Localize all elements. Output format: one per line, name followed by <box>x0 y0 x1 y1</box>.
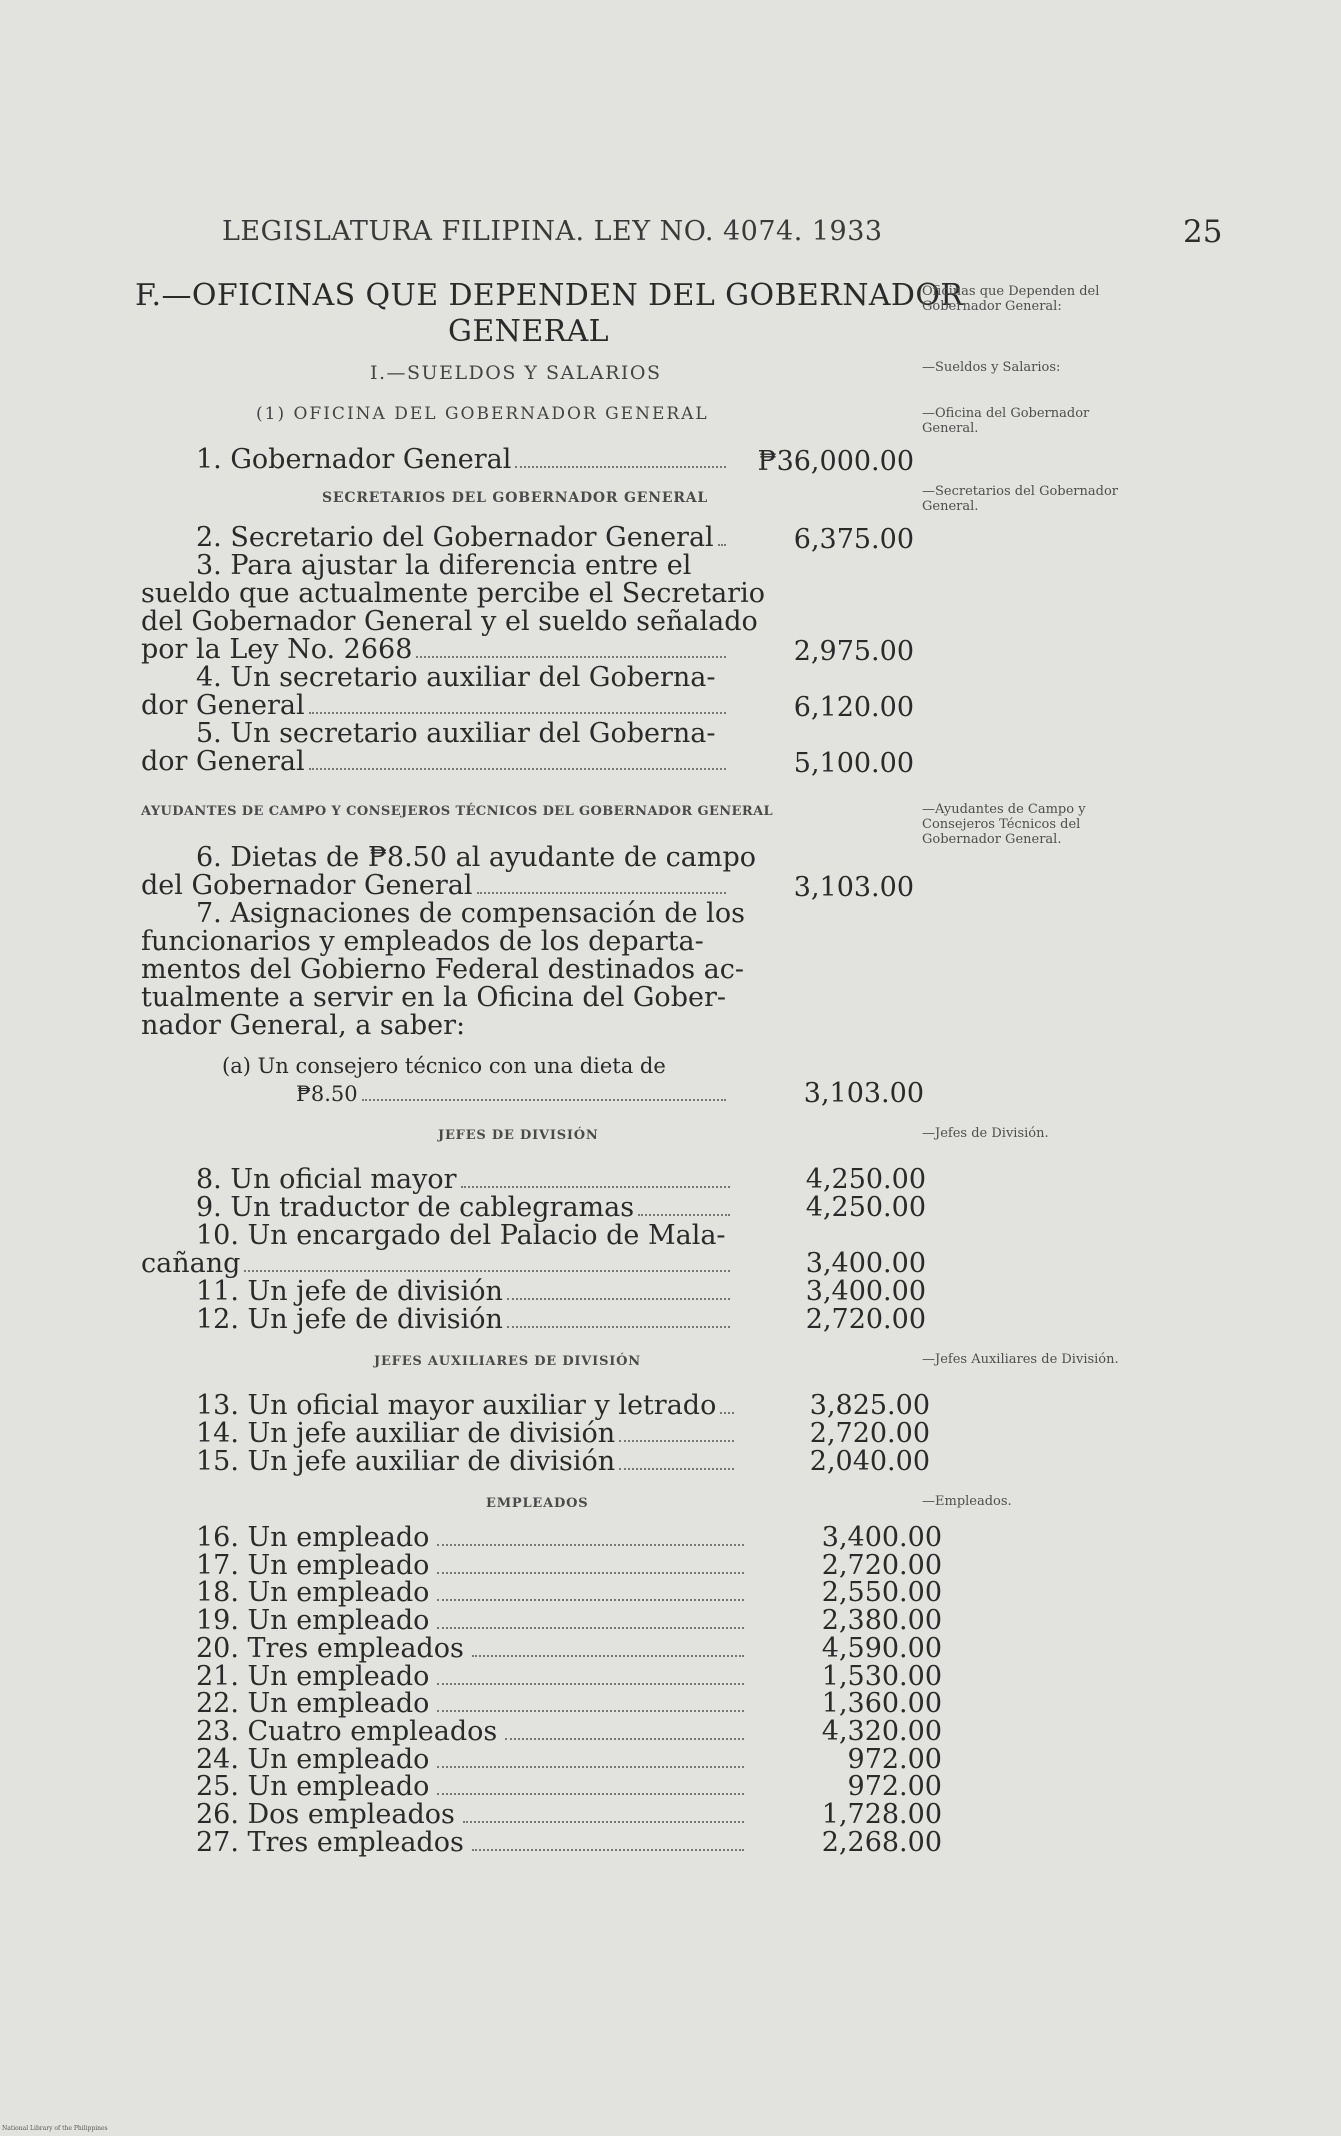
empleado-label: 24. Un empleado <box>196 1743 430 1775</box>
subheading-sueldos: I.—SUELDOS Y SALARIOS <box>370 362 662 384</box>
subheading-ayudantes: AYUDANTES DE CAMPO Y CONSEJEROS TÉCNICOS DEL GOBERNADOR GENERAL <box>141 804 774 819</box>
amount-9: 4,250.00 <box>805 1192 926 1223</box>
item-7a-line1: (a) Un consejero técnico con una dieta de <box>222 1054 666 1078</box>
item-4-line1: 4. Un secretario auxiliar del Goberna- <box>196 662 716 693</box>
leader-dots <box>437 1710 744 1712</box>
margin-note-empleados: —Empleados. <box>922 1494 1012 1509</box>
empleado-row <box>196 1524 942 1552</box>
amount-12: 2,720.00 <box>805 1304 926 1335</box>
item-13: 13. Un oficial mayor auxiliar y letrado <box>196 1392 738 1420</box>
section-title-line2: GENERAL <box>448 314 609 349</box>
leader-dots <box>362 1099 726 1101</box>
item-14: 14. Un jefe auxiliar de división <box>196 1420 738 1448</box>
empleado-amount: 2,550.00 <box>821 1577 942 1609</box>
item-7-line1: 7. Asignaciones de compensación de los <box>196 898 745 929</box>
item-7-line4: tualmente a servir en la Oficina del Gober- <box>141 982 726 1013</box>
leader-dots <box>720 1412 734 1414</box>
leader-dots <box>619 1468 734 1470</box>
leader-dots <box>437 1627 744 1629</box>
empleado-row <box>196 1801 942 1829</box>
page-number: 25 <box>1183 214 1223 250</box>
amount-11: 3,400.00 <box>805 1276 926 1307</box>
item-3-line4: por la Ley No. 2668 <box>141 636 730 664</box>
leader-dots <box>416 656 726 658</box>
subheading-jefes-aux: JEFES AUXILIARES DE DIVISIÓN <box>374 1354 641 1369</box>
empleado-label: 22. Un empleado <box>196 1688 430 1720</box>
leader-dots <box>309 768 726 770</box>
empleado-amount: 2,268.00 <box>821 1826 942 1858</box>
amount-13: 3,825.00 <box>809 1390 930 1421</box>
margin-note-sueldos: —Sueldos y Salarios: <box>922 360 1061 375</box>
empleado-row <box>196 1549 942 1581</box>
item-6-line1: 6. Dietas de ₱8.50 al ayudante de campo <box>196 842 757 873</box>
empleado-row <box>196 1743 942 1775</box>
amount-3: 2,975.00 <box>793 636 914 667</box>
item-7-line5: nador General, a saber: <box>141 1010 466 1041</box>
empleado-row <box>196 1632 942 1664</box>
section-title-line1: F.—OFICINAS QUE DEPENDEN DEL GOBERNADOR <box>135 278 964 313</box>
leader-dots <box>472 1655 744 1657</box>
item-9: 9. Un traductor de cablegramas <box>196 1194 734 1222</box>
leader-dots <box>463 1821 744 1823</box>
item-4-line2: dor General <box>141 692 730 720</box>
leader-dots <box>309 712 726 714</box>
leader-dots <box>505 1738 744 1740</box>
leader-dots <box>244 1270 730 1272</box>
item-11: 11. Un jefe de división <box>196 1278 734 1306</box>
leader-dots <box>437 1599 744 1601</box>
item-10-line2: cañang <box>141 1250 734 1278</box>
empleado-row <box>196 1826 942 1858</box>
empleado-label: 25. Un empleado <box>196 1771 430 1803</box>
amount-14: 2,720.00 <box>809 1418 930 1449</box>
empleado-amount: 1,728.00 <box>821 1799 942 1830</box>
empleado-amount: 1,360.00 <box>821 1688 942 1720</box>
empleado-row <box>196 1690 942 1718</box>
empleado-label: 17. Un empleado <box>196 1549 430 1581</box>
leader-dots <box>437 1793 744 1795</box>
empleado-amount: 3,400.00 <box>821 1522 942 1553</box>
amount-2: 6,375.00 <box>793 524 914 555</box>
amount-7a: 3,103.00 <box>803 1078 924 1109</box>
empleado-row <box>196 1579 942 1607</box>
leader-dots <box>515 466 726 468</box>
leader-dots <box>507 1298 730 1300</box>
margin-note-oficina: —Oficina del Gobernador General. <box>922 406 1090 436</box>
subheading-jefes: JEFES DE DIVISIÓN <box>438 1128 599 1143</box>
leader-dots <box>437 1766 744 1768</box>
empleado-label: 16. Un empleado <box>196 1522 430 1553</box>
item-7-line3: mentos del Gobierno Federal destinados ac- <box>141 954 744 985</box>
item-12: 12. Un jefe de división <box>196 1306 734 1334</box>
empleado-amount: 4,320.00 <box>821 1715 942 1747</box>
empleado-label: 27. Tres empleados <box>196 1826 464 1858</box>
running-header: LEGISLATURA FILIPINA. LEY NO. 4074. 1933 <box>222 216 883 247</box>
margin-note-jefes: —Jefes de División. <box>922 1126 1049 1141</box>
empleado-label: 19. Un empleado <box>196 1605 430 1637</box>
leader-dots <box>472 1849 744 1851</box>
leader-dots <box>718 544 726 546</box>
leader-dots <box>619 1440 734 1442</box>
subheading-secretarios: SECRETARIOS DEL GOBERNADOR GENERAL <box>322 490 709 506</box>
item-3-line2: sueldo que actualmente percibe el Secretario <box>141 578 765 609</box>
item-5-line1: 5. Un secretario auxiliar del Goberna- <box>196 718 716 749</box>
empleado-label: 26. Dos empleados <box>196 1799 455 1830</box>
amount-15: 2,040.00 <box>809 1446 930 1477</box>
empleado-amount: 4,590.00 <box>821 1632 942 1664</box>
empleado-row <box>196 1607 942 1635</box>
leader-dots <box>437 1544 744 1546</box>
amount-4: 6,120.00 <box>793 692 914 723</box>
margin-note-jefes-aux: —Jefes Auxiliares de División. <box>922 1352 1119 1367</box>
empleado-label: 20. Tres empleados <box>196 1632 464 1664</box>
empleado-amount: 2,380.00 <box>821 1605 942 1637</box>
empleado-label: 18. Un empleado <box>196 1577 430 1609</box>
item-6-line2: del Gobernador General <box>141 872 730 900</box>
empleado-amount: 1,530.00 <box>821 1660 942 1692</box>
item-10-line1: 10. Un encargado del Palacio de Mala- <box>196 1220 726 1251</box>
leader-dots <box>461 1186 730 1188</box>
item-3-line3: del Gobernador General y el sueldo señalado <box>141 606 758 637</box>
empleado-row <box>196 1715 942 1747</box>
footer-credit: National Library of the Philippines <box>2 2125 108 2132</box>
leader-dots <box>437 1683 744 1685</box>
item-2: 2. Secretario del Gobernador General <box>196 524 730 552</box>
leader-dots <box>638 1214 730 1216</box>
margin-note-oficinas: Oficinas que Dependen del Gobernador General: <box>922 284 1100 314</box>
empleado-label: 21. Un empleado <box>196 1660 430 1692</box>
empleado-row <box>196 1773 942 1801</box>
subheading-empleados: EMPLEADOS <box>486 1496 589 1511</box>
leader-dots <box>507 1326 730 1328</box>
leader-dots <box>437 1572 744 1574</box>
item-3-line1: 3. Para ajustar la diferencia entre el <box>196 550 692 581</box>
empleado-amount: 972.00 <box>847 1771 942 1803</box>
item-15: 15. Un jefe auxiliar de división <box>196 1448 738 1476</box>
amount-5: 5,100.00 <box>793 748 914 779</box>
item-1: 1. Gobernador General <box>196 446 730 474</box>
margin-note-secretarios: —Secretarios del Gobernador General. <box>922 484 1118 514</box>
amount-8: 4,250.00 <box>805 1164 926 1195</box>
empleado-amount: 972.00 <box>847 1743 942 1775</box>
margin-note-ayudantes: —Ayudantes de Campo y Consejeros Técnicos del Gobernador General. <box>922 802 1086 847</box>
empleado-row <box>196 1660 942 1692</box>
item-7-line2: funcionarios y empleados de los departa- <box>141 926 704 957</box>
leader-dots <box>477 892 726 894</box>
item-8: 8. Un oficial mayor <box>196 1166 734 1194</box>
subheading-oficina: (1) OFICINA DEL GOBERNADOR GENERAL <box>256 404 709 424</box>
amount-10: 3,400.00 <box>805 1248 926 1279</box>
item-7a-line2: ₱8.50 <box>296 1080 730 1108</box>
empleado-label: 23. Cuatro empleados <box>196 1715 498 1747</box>
empleado-amount: 2,720.00 <box>821 1549 942 1581</box>
amount-1: ₱36,000.00 <box>757 446 914 477</box>
amount-6: 3,103.00 <box>793 872 914 903</box>
item-5-line2: dor General <box>141 748 730 776</box>
